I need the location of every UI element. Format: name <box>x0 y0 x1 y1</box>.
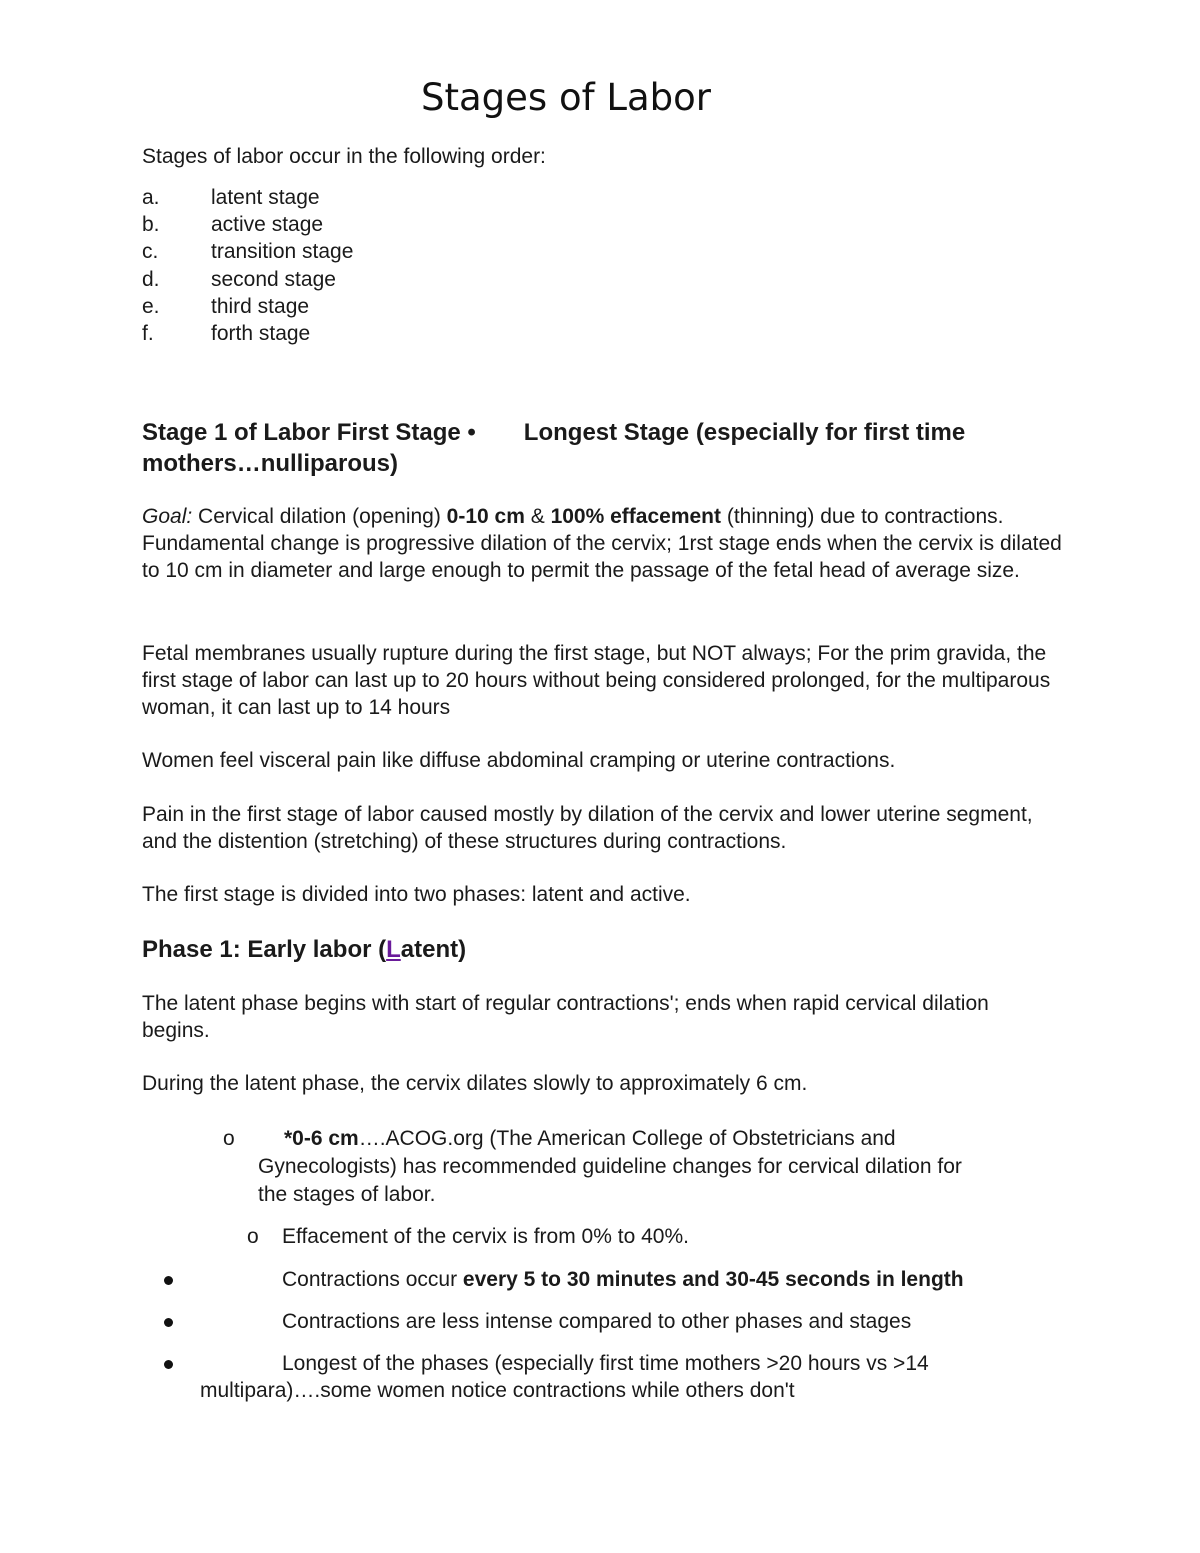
list-item-text: forth stage <box>211 321 311 345</box>
goal-text: (thinning) due to contractions. Fundamental change is progressive dilation of the cervix; 1rst stage ends when the cervix is dilated to 10 cm in diameter and large enough to permit the passage of the fetal head of average size. <box>142 505 1062 582</box>
longest-phase-bullet-cont: multipara)….some women notice contractions while others don't <box>200 1379 795 1402</box>
stage-order-list <box>142 184 353 347</box>
list-marker: f. <box>142 321 154 345</box>
effacement-value: 100% effacement <box>550 505 721 528</box>
visceral-pain-paragraph: Women feel visceral pain like diffuse abdominal cramping or uterine contractions. <box>142 749 896 772</box>
acog-line: the stages of labor. <box>258 1183 436 1206</box>
dilation-range: 0-10 cm <box>446 505 525 528</box>
page-title: Stages of Labor <box>420 76 711 119</box>
bullet-text: Contractions occur <box>282 1268 463 1291</box>
list-item <box>142 293 353 320</box>
circle-bullet-icon: o <box>223 1127 235 1150</box>
list-marker: e. <box>142 294 160 318</box>
list-item <box>142 266 353 293</box>
list-item-text: latent stage <box>211 186 320 209</box>
bullet-icon <box>164 1360 173 1369</box>
list-marker: d. <box>142 267 160 291</box>
stage1-heading-note: Longest Stage (especially for first time mothers…nulliparous) <box>142 419 966 477</box>
contractions-intensity-bullet: Contractions are less intense compared to other phases and stages <box>282 1310 912 1333</box>
goal-text: Cervical dilation (opening) <box>192 505 447 528</box>
contractions-frequency: every 5 to 30 minutes and 30-45 seconds in length <box>462 1268 964 1291</box>
phase1-heading <box>142 934 466 965</box>
list-item <box>142 320 353 347</box>
goal-text: & <box>524 505 551 528</box>
phase1-heading-text: Phase 1: Early labor ( <box>142 936 387 963</box>
phase1-heading-text: atent) <box>400 936 467 963</box>
circle-bullet-icon: o <box>247 1225 259 1248</box>
list-item <box>142 238 353 265</box>
stage1-heading <box>142 417 1062 479</box>
latent-letter: L <box>386 936 401 963</box>
list-item <box>142 211 353 238</box>
goal-label: Goal: <box>142 505 193 528</box>
intro-text: Stages of labor occur in the following order: <box>142 145 546 168</box>
acog-sub-item <box>258 1125 1078 1209</box>
contractions-frequency-bullet <box>282 1266 964 1294</box>
latent-dilates-paragraph: During the latent phase, the cervix dilates slowly to approximately 6 cm. <box>142 1072 808 1095</box>
acog-line: Gynecologists) has recommended guideline changes for cervical dilation for <box>258 1155 962 1178</box>
pain-paragraph: Pain in the first stage of labor caused mostly by dilation of the cervix and lower uterine segment, and the distention (stretching) of these structures during contractions. <box>142 803 1033 853</box>
list-marker: a. <box>142 186 160 209</box>
list-item-text: active stage <box>211 213 324 237</box>
list-marker: b. <box>142 213 160 237</box>
bullet-icon <box>164 1318 173 1327</box>
list-item-text: transition stage <box>211 240 354 264</box>
phases-paragraph: The first stage is divided into two phases: latent and active. <box>142 883 691 906</box>
list-item <box>142 184 353 211</box>
list-marker: c. <box>142 240 159 264</box>
longest-phase-bullet: Longest of the phases (especially first time mothers >20 hours vs >14 <box>282 1352 929 1375</box>
list-item-text: second stage <box>211 267 336 291</box>
latent-begins-paragraph: The latent phase begins with start of regular contractions'; ends when rapid cervical dilation begins. <box>142 992 989 1042</box>
acog-text: ….ACOG.org (The American College of Obstetricians and <box>358 1127 896 1150</box>
acog-line <box>258 1125 1078 1153</box>
effacement-sub-item: Effacement of the cervix is from 0% to 40%. <box>282 1225 689 1248</box>
membranes-paragraph: Fetal membranes usually rupture during the first stage, but NOT always; For the prim gravida, the first stage of labor can last up to 20 hours without being considered prolonged, for the multiparous woman, it can last up to 14 hours <box>142 642 1051 719</box>
bullet-icon <box>164 1276 173 1285</box>
dilation-latent-range: *0-6 cm <box>284 1127 359 1150</box>
list-item-text: third stage <box>211 294 310 318</box>
stage1-heading-label: Stage 1 of Labor First Stage • <box>142 419 476 446</box>
goal-paragraph <box>142 503 1062 584</box>
